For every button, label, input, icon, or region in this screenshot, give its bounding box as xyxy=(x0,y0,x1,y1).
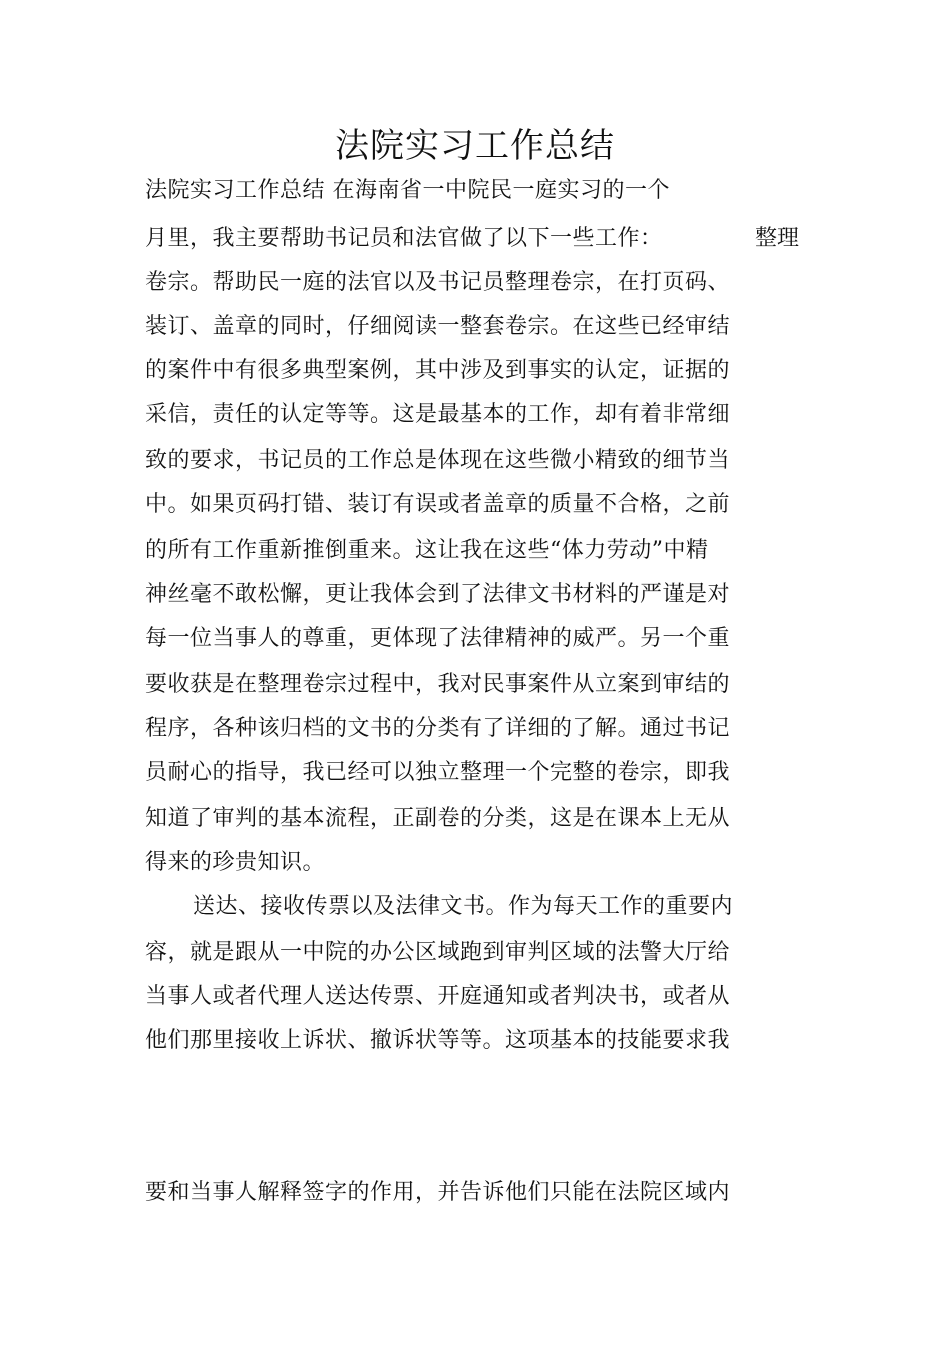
text-line: 法院实习工作总结 在海南省一中院民一庭实习的一个 xyxy=(145,178,670,203)
text-line: 他们那里接收上诉状、撤诉状等等。这项基本的技能要求我 xyxy=(145,1028,731,1053)
text-line: 致的要求，书记员的工作总是体现在这些微小精致的细节当 xyxy=(145,448,731,473)
text-line: 神丝毫不敢松懈，更让我体会到了法律文书材料的严谨是对 xyxy=(145,582,731,607)
text-line: 要收获是在整理卷宗过程中，我对民事案件从立案到审结的 xyxy=(145,672,731,697)
text-line: 卷宗。帮助民一庭的法官以及书记员整理卷宗，在打页码、 xyxy=(145,270,731,295)
text-line-right-fragment: 整理 xyxy=(755,226,800,251)
text-line: 每一位当事人的尊重，更体现了法律精神的威严。另一个重 xyxy=(145,626,731,651)
text-line: 当事人或者代理人送达传票、开庭通知或者判决书，或者从 xyxy=(145,984,731,1009)
text-line: 知道了审判的基本流程，正副卷的分类，这是在课本上无从 xyxy=(145,806,731,831)
text-line: 月里，我主要帮助书记员和法官做了以下一些工作： xyxy=(145,226,663,251)
text-line: 得来的珍贵知识。 xyxy=(145,850,326,875)
text-line: 中。如果页码打错、装订有误或者盖章的质量不合格，之前 xyxy=(145,492,731,517)
text-line: 要和当事人解释签字的作用，并告诉他们只能在法院区域内 xyxy=(145,1180,731,1205)
text-line: 采信，责任的认定等等。这是最基本的工作，却有着非常细 xyxy=(145,402,731,427)
text-line: 容，就是跟从一中院的办公区域跑到审判区域的法警大厅给 xyxy=(145,940,731,965)
text-line: 程序，各种该归档的文书的分类有了详细的了解。通过书记 xyxy=(145,716,731,741)
text-line: 员耐心的指导，我已经可以独立整理一个完整的卷宗，即我 xyxy=(145,760,731,785)
text-line: 装订、盖章的同时，仔细阅读一整套卷宗。在这些已经审结 xyxy=(145,314,731,339)
text-line: 的案件中有很多典型案例，其中涉及到事实的认定，证据的 xyxy=(145,358,731,383)
text-line: 的所有工作重新推倒重来。这让我在这些“体力劳动”中精 xyxy=(145,538,709,563)
paragraph-start-line: 送达、接收传票以及法律文书。作为每天工作的重要内 xyxy=(193,894,734,919)
document-title: 法院实习工作总结 xyxy=(335,126,615,166)
